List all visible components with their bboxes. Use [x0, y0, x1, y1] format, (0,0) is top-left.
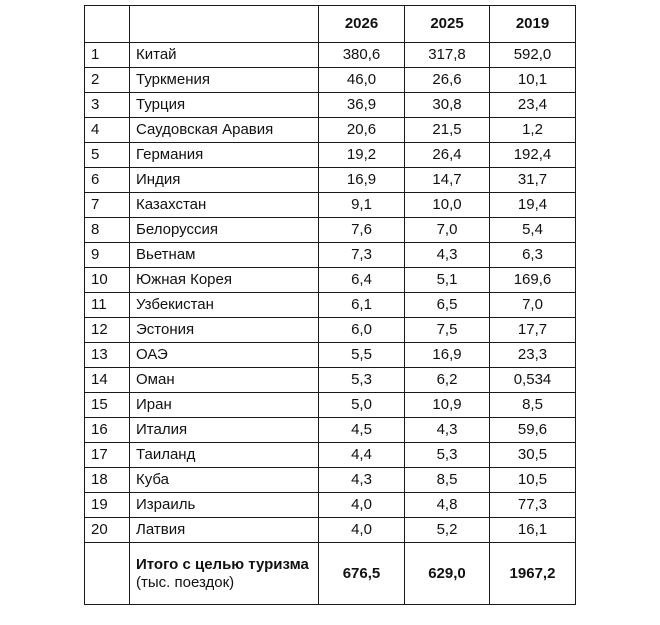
row-value-2019: 17,7	[490, 318, 576, 343]
row-rank: 11	[85, 293, 130, 318]
row-value-2026: 4,0	[319, 493, 405, 518]
row-country: Казахстан	[130, 193, 319, 218]
table-row	[85, 343, 576, 368]
table-row	[85, 118, 576, 143]
row-value-2025: 4,3	[405, 243, 490, 268]
table-row	[85, 193, 576, 218]
row-value-2019: 0,534	[490, 368, 576, 393]
row-rank: 10	[85, 268, 130, 293]
row-value-2026: 20,6	[319, 118, 405, 143]
row-rank: 2	[85, 68, 130, 93]
row-value-2026: 6,1	[319, 293, 405, 318]
header-rank-cell	[85, 6, 130, 43]
row-value-2025: 7,5	[405, 318, 490, 343]
header-year-2026: 2026	[319, 6, 405, 43]
row-value-2025: 6,5	[405, 293, 490, 318]
table-row	[85, 518, 576, 543]
table-row	[85, 93, 576, 118]
table-row	[85, 393, 576, 418]
row-country: Латвия	[130, 518, 319, 543]
total-row	[85, 543, 576, 605]
total-2025: 629,0	[405, 543, 490, 605]
table-row	[85, 143, 576, 168]
row-value-2019: 7,0	[490, 293, 576, 318]
row-value-2025: 16,9	[405, 343, 490, 368]
total-rank-cell	[85, 543, 130, 605]
row-country: Вьетнам	[130, 243, 319, 268]
table-row	[85, 493, 576, 518]
row-value-2025: 30,8	[405, 93, 490, 118]
table-row	[85, 418, 576, 443]
row-country: Саудовская Аравия	[130, 118, 319, 143]
table-row	[85, 443, 576, 468]
row-value-2026: 7,3	[319, 243, 405, 268]
row-value-2026: 46,0	[319, 68, 405, 93]
row-value-2025: 4,3	[405, 418, 490, 443]
row-value-2026: 6,4	[319, 268, 405, 293]
row-value-2026: 19,2	[319, 143, 405, 168]
table-row	[85, 218, 576, 243]
row-country: Турция	[130, 93, 319, 118]
row-value-2019: 169,6	[490, 268, 576, 293]
row-rank: 16	[85, 418, 130, 443]
row-value-2019: 592,0	[490, 43, 576, 68]
row-value-2026: 380,6	[319, 43, 405, 68]
table-row	[85, 468, 576, 493]
row-rank: 4	[85, 118, 130, 143]
total-sublabel: (тыс. поездок)	[136, 573, 235, 591]
row-value-2026: 36,9	[319, 93, 405, 118]
row-country: Оман	[130, 368, 319, 393]
row-value-2025: 5,1	[405, 268, 490, 293]
row-value-2019: 5,4	[490, 218, 576, 243]
row-value-2025: 7,0	[405, 218, 490, 243]
row-rank: 13	[85, 343, 130, 368]
row-rank: 19	[85, 493, 130, 518]
row-value-2019: 16,1	[490, 518, 576, 543]
row-country: Туркмения	[130, 68, 319, 93]
row-value-2019: 8,5	[490, 393, 576, 418]
row-rank: 3	[85, 93, 130, 118]
row-rank: 15	[85, 393, 130, 418]
row-country: Узбекистан	[130, 293, 319, 318]
table-row	[85, 293, 576, 318]
row-value-2019: 30,5	[490, 443, 576, 468]
row-rank: 8	[85, 218, 130, 243]
row-rank: 9	[85, 243, 130, 268]
row-value-2019: 10,1	[490, 68, 576, 93]
row-value-2019: 10,5	[490, 468, 576, 493]
total-label-cell	[130, 543, 319, 605]
header-country-cell	[130, 6, 319, 43]
table-row	[85, 168, 576, 193]
header-row	[85, 6, 576, 43]
header-year-2025: 2025	[405, 6, 490, 43]
header-year-2019: 2019	[490, 6, 576, 43]
row-value-2025: 26,6	[405, 68, 490, 93]
row-value-2026: 9,1	[319, 193, 405, 218]
table-row	[85, 43, 576, 68]
row-country: Куба	[130, 468, 319, 493]
row-value-2026: 7,6	[319, 218, 405, 243]
row-value-2026: 5,5	[319, 343, 405, 368]
row-value-2019: 59,6	[490, 418, 576, 443]
row-value-2026: 4,3	[319, 468, 405, 493]
table-row	[85, 68, 576, 93]
row-value-2025: 14,7	[405, 168, 490, 193]
total-2019: 1967,2	[490, 543, 576, 605]
row-value-2025: 10,9	[405, 393, 490, 418]
total-2026: 676,5	[319, 543, 405, 605]
row-value-2025: 10,0	[405, 193, 490, 218]
total-label: Итого с целью туризма	[136, 555, 309, 573]
row-country: Южная Корея	[130, 268, 319, 293]
row-country: Израиль	[130, 493, 319, 518]
row-country: Эстония	[130, 318, 319, 343]
row-value-2026: 6,0	[319, 318, 405, 343]
row-rank: 5	[85, 143, 130, 168]
row-value-2025: 5,2	[405, 518, 490, 543]
row-country: Иран	[130, 393, 319, 418]
row-value-2025: 317,8	[405, 43, 490, 68]
row-value-2025: 26,4	[405, 143, 490, 168]
row-country: ОАЭ	[130, 343, 319, 368]
table-row	[85, 268, 576, 293]
row-value-2025: 6,2	[405, 368, 490, 393]
row-value-2019: 23,4	[490, 93, 576, 118]
row-country: Китай	[130, 43, 319, 68]
row-value-2026: 4,4	[319, 443, 405, 468]
row-value-2019: 23,3	[490, 343, 576, 368]
row-value-2026: 4,0	[319, 518, 405, 543]
row-value-2026: 5,0	[319, 393, 405, 418]
row-country: Италия	[130, 418, 319, 443]
table-row	[85, 318, 576, 343]
row-rank: 7	[85, 193, 130, 218]
row-value-2025: 5,3	[405, 443, 490, 468]
row-value-2026: 4,5	[319, 418, 405, 443]
table-body	[85, 43, 576, 543]
row-value-2019: 19,4	[490, 193, 576, 218]
row-country: Индия	[130, 168, 319, 193]
row-rank: 17	[85, 443, 130, 468]
row-value-2026: 16,9	[319, 168, 405, 193]
row-value-2025: 21,5	[405, 118, 490, 143]
row-country: Германия	[130, 143, 319, 168]
table-row	[85, 368, 576, 393]
row-country: Таиланд	[130, 443, 319, 468]
row-value-2019: 31,7	[490, 168, 576, 193]
row-rank: 1	[85, 43, 130, 68]
row-rank: 20	[85, 518, 130, 543]
row-value-2019: 6,3	[490, 243, 576, 268]
row-rank: 14	[85, 368, 130, 393]
row-value-2019: 77,3	[490, 493, 576, 518]
row-country: Белоруссия	[130, 218, 319, 243]
row-rank: 18	[85, 468, 130, 493]
row-rank: 6	[85, 168, 130, 193]
row-value-2019: 1,2	[490, 118, 576, 143]
table-row	[85, 243, 576, 268]
row-value-2025: 4,8	[405, 493, 490, 518]
tourism-trips-table	[84, 5, 576, 605]
row-value-2025: 8,5	[405, 468, 490, 493]
row-value-2026: 5,3	[319, 368, 405, 393]
row-value-2019: 192,4	[490, 143, 576, 168]
row-rank: 12	[85, 318, 130, 343]
